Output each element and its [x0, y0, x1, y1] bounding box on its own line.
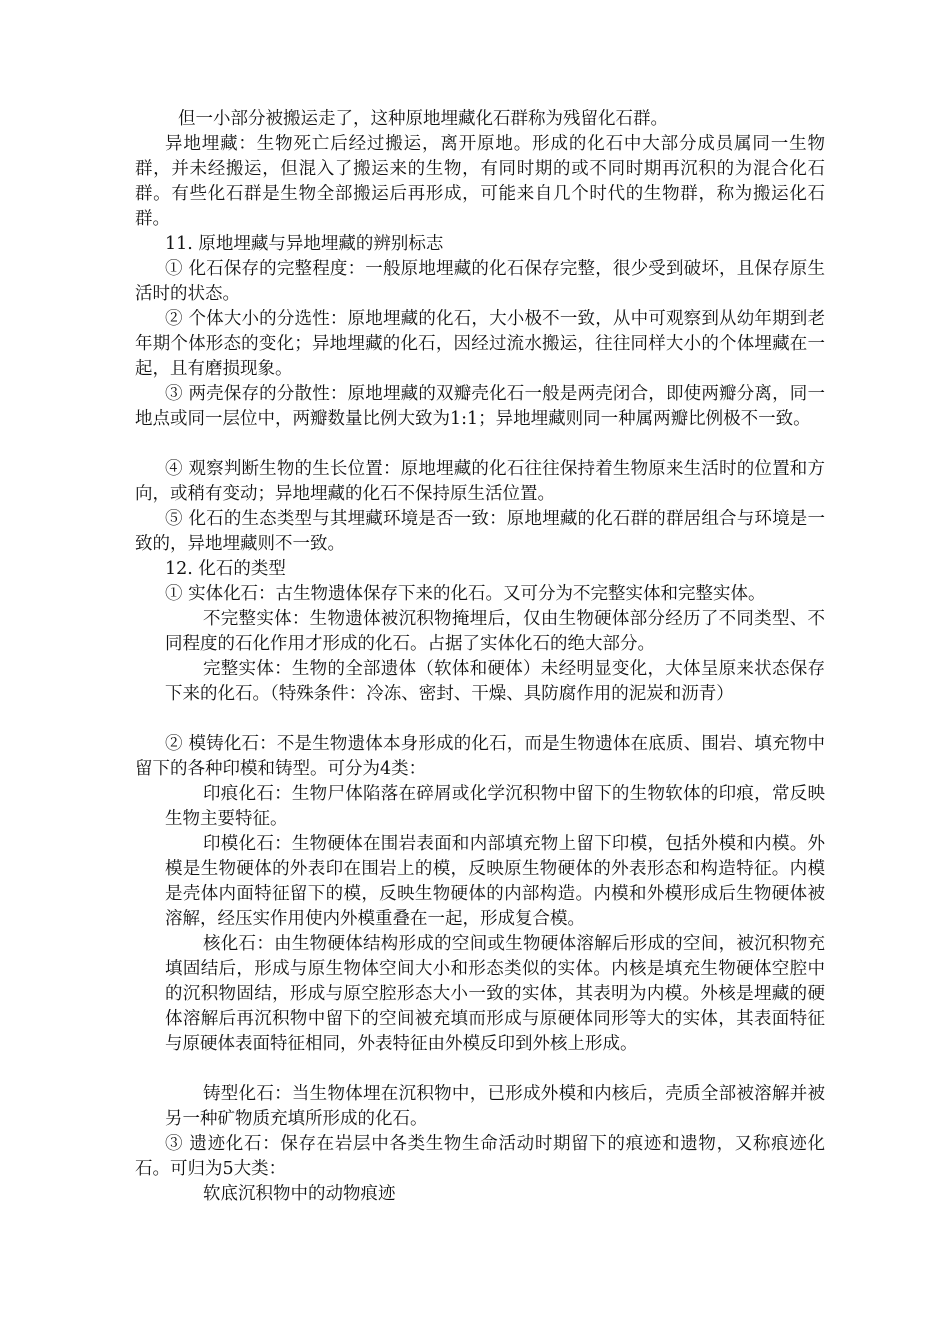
paragraph-item-4: ④ 观察判断生物的生长位置：原地埋藏的化石往往保持着生物原来生活时的位置和方向，或稍有变动；异地埋藏的化石不保持原生活位置。 — [135, 459, 825, 504]
paragraph-body-fossil: ① 实体化石：古生物遗体保存下来的化石。又可分为不完整实体和完整实体。 — [165, 584, 766, 604]
paragraph-complete-body: 完整实体：生物的全部遗体（软体和硬体）未经明显变化，大体呈原来状态保存下来的化石。（特殊条件：冷冻、密封、干燥、具防腐作用的泥炭和沥青） — [165, 659, 825, 704]
paragraph-allochthonous-burial: 异地埋藏：生物死亡后经过搬运，离开原地。形成的化石中大部分成员属同一生物群，并未经搬运，但混入了搬运来的生物，有同时期的或不同时期再沉积的为混合化石群。有些化石群是生物全部搬运后再形成，可能来自几个时代的生物群，称为搬运化石群。 — [135, 134, 825, 229]
paragraph-mold-fossil: 印模化石：生物硬体在围岩表面和内部填充物上留下印模，包括外模和内模。外模是生物硬体的外表印在围岩上的模，反映原生物硬体的外表形态和构造特征。内模是壳体内面特征留下的模，反映生物硬体的内部构造。内模和外模形成后生物硬体被溶解，经压实作用使内外模重叠在一起，形成复合模。 — [165, 834, 825, 929]
heading-12: 12. 化石的类型 — [165, 559, 286, 579]
paragraph-incomplete-body: 不完整实体：生物遗体被沉积物掩埋后，仅由生物硬体部分经历了不同类型、不同程度的石化作用才形成的化石。占据了实体化石的绝大部分。 — [165, 609, 825, 654]
paragraph-item-5: ⑤ 化石的生态类型与其埋藏环境是否一致：原地埋藏的化石群的群居组合与环境是一致的，异地埋藏则不一致。 — [135, 509, 825, 554]
paragraph-residual-assemblage: 但一小部分被搬运走了，这种原地埋藏化石群称为残留化石群。 — [178, 109, 668, 129]
paragraph-impression-fossil: 印痕化石：生物尸体陷落在碎屑或化学沉积物中留下的生物软体的印痕，常反映生物主要特征。 — [165, 784, 825, 829]
paragraph-cast-fossil: 铸型化石：当生物体埋在沉积物中，已形成外模和内核后，壳质全部被溶解并被另一种矿物质充填所形成的化石。 — [165, 1084, 825, 1129]
paragraph-mold-cast-fossil: ② 模铸化石：不是生物遗体本身形成的化石，而是生物遗体在底质、围岩、填充物中留下的各种印模和铸型。可分为4类： — [135, 734, 825, 779]
paragraph-item-1: ① 化石保存的完整程度：一般原地埋藏的化石保存完整，很少受到破坏，且保存原生活时的状态。 — [135, 259, 825, 304]
paragraph-trace-fossil: ③ 遗迹化石：保存在岩层中各类生物生命活动时期留下的痕迹和遗物，又称痕迹化石。可归为5大类： — [135, 1134, 825, 1179]
paragraph-item-3: ③ 两壳保存的分散性：原地埋藏的双瓣壳化石一般是两壳闭合，即使两瓣分离，同一地点或同一层位中，两瓣数量比例大致为1:1；异地埋藏则同一种属两瓣比例极不一致。 — [135, 384, 825, 429]
paragraph-core-fossil: 核化石：由生物硬体结构形成的空间或生物硬体溶解后形成的空间，被沉积物充填固结后，形成与原生物体空间大小和形态类似的实体。内核是填充生物硬体空腔中的沉积物固结，形成与原空腔形态大小一致的实体，其表明为内模。外核是埋藏的硬体溶解后再沉积物中留下的空间被充填而形成与原硬体同形等大的实体，其表面特征与原硬体表面特征相同，外表特征由外模反印到外核上形成。 — [165, 934, 825, 1054]
paragraph-item-2: ② 个体大小的分选性：原地埋藏的化石，大小极不一致，从中可观察到从幼年期到老年期个体形态的变化；异地埋藏的化石，因经过流水搬运，往往同样大小的个体埋藏在一起，且有磨损现象。 — [135, 309, 825, 379]
heading-11: 11. 原地埋藏与异地埋藏的辨别标志 — [165, 234, 444, 254]
paragraph-soft-sediment-traces: 软底沉积物中的动物痕迹 — [203, 1184, 396, 1204]
